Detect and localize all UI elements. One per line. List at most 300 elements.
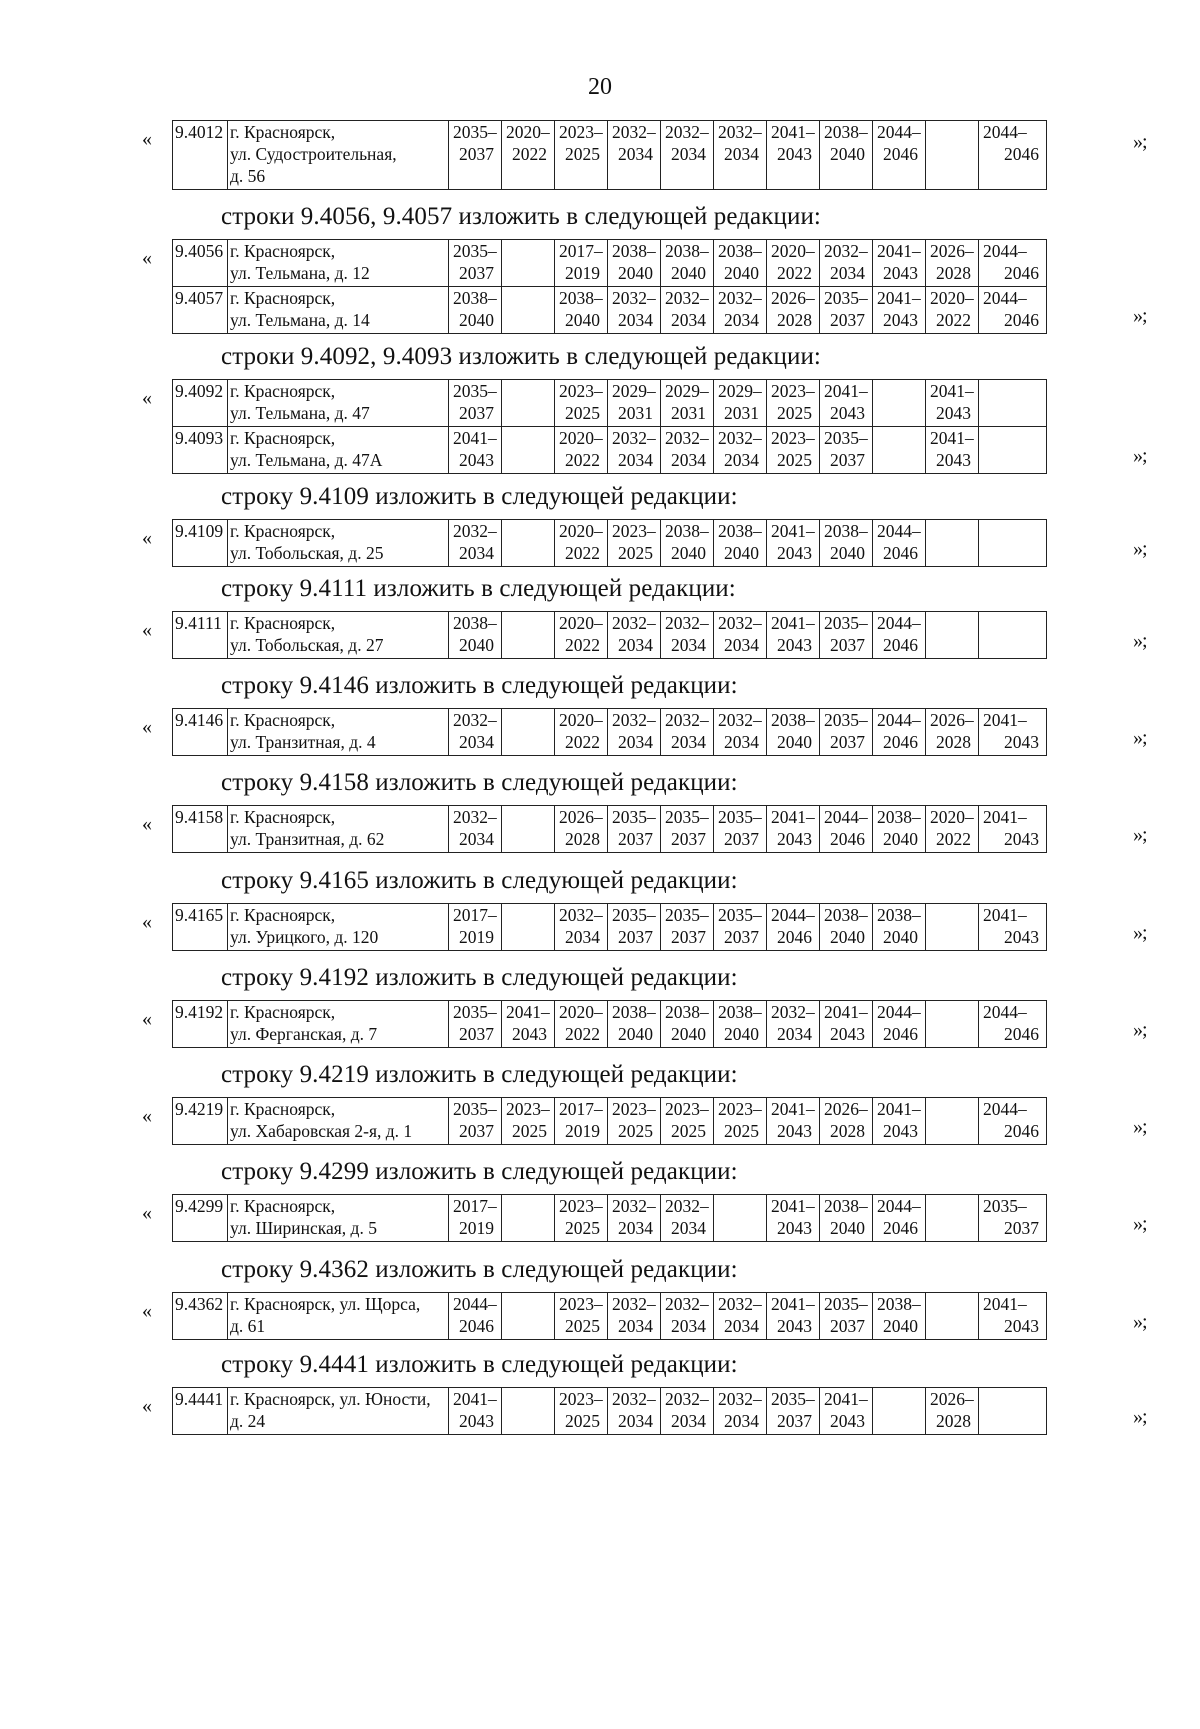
- year-range-cell: [502, 1098, 555, 1145]
- year-range-cell: [502, 806, 555, 853]
- year-range-cell: [555, 1001, 608, 1048]
- year-range-cell: [661, 427, 714, 474]
- year-end: 2043: [883, 263, 918, 283]
- year-start: 2023–: [559, 1294, 603, 1314]
- year-start: 2038–: [718, 241, 762, 261]
- year-end: 2022: [565, 543, 600, 563]
- year-start: 2023–: [559, 122, 603, 142]
- year-range-cell: [449, 1001, 502, 1048]
- closing-quote: »;: [1133, 131, 1147, 153]
- year-range-cell: [555, 1195, 608, 1242]
- address-cell: [228, 1098, 449, 1145]
- year-end: 2025: [724, 1121, 759, 1141]
- year-start: 2032–: [665, 1294, 709, 1314]
- year-end: 2034: [724, 635, 759, 655]
- table-row: [173, 709, 1047, 756]
- year-start: 2032–: [453, 710, 497, 730]
- year-end: 2034: [724, 732, 759, 752]
- year-range-cell: [449, 240, 502, 287]
- amendment-instruction: строку 9.4299 изложить в следующей редакции:: [221, 1158, 738, 1185]
- year-end: 2022: [565, 732, 600, 752]
- year-start: 2035–: [718, 807, 762, 827]
- year-range-cell: [608, 380, 661, 427]
- year-start: 2038–: [824, 905, 868, 925]
- year-end: 2043: [777, 1316, 812, 1336]
- year-range-cell: [926, 1388, 979, 1435]
- year-end: 2046: [1004, 144, 1039, 164]
- year-range-cell: [661, 380, 714, 427]
- year-range-cell: [555, 612, 608, 659]
- year-end: 2031: [618, 403, 653, 423]
- year-range-cell: [767, 1388, 820, 1435]
- year-start: 2032–: [718, 1294, 762, 1314]
- year-start: 2023–: [559, 1196, 603, 1216]
- amendment-instruction: строку 9.4219 изложить в следующей редакции:: [221, 1061, 738, 1088]
- year-range-cell: [873, 380, 926, 427]
- closing-quote: »;: [1133, 538, 1147, 560]
- year-range-cell: [661, 904, 714, 951]
- year-end: 2034: [565, 927, 600, 947]
- year-range-cell: [449, 1195, 502, 1242]
- closing-quote: »;: [1133, 1213, 1147, 1235]
- year-end: 2025: [565, 1316, 600, 1336]
- amendment-instruction: строку 9.4158 изложить в следующей редакции:: [221, 769, 738, 796]
- year-end: 2034: [671, 450, 706, 470]
- amendment-table: [172, 708, 1047, 756]
- year-range-cell: [820, 1195, 873, 1242]
- year-start: 2041–: [877, 1099, 921, 1119]
- address-cell: [228, 806, 449, 853]
- year-start: 2041–: [983, 1294, 1027, 1314]
- year-end: 2034: [724, 144, 759, 164]
- year-end: 2040: [618, 1024, 653, 1044]
- year-range-cell: [555, 709, 608, 756]
- year-start: 2044–: [877, 122, 921, 142]
- year-start: 2032–: [612, 613, 656, 633]
- year-start: 2038–: [718, 521, 762, 541]
- year-range-cell: [979, 121, 1047, 190]
- opening-quote: «: [142, 813, 152, 835]
- year-range-cell: [820, 612, 873, 659]
- year-end: 2028: [936, 1411, 971, 1431]
- year-start: 2035–: [824, 613, 868, 633]
- row-number: 9.4111: [173, 612, 228, 659]
- year-end: 2040: [459, 310, 494, 330]
- year-range-cell: [820, 427, 873, 474]
- year-start: 2032–: [453, 521, 497, 541]
- opening-quote: «: [142, 619, 152, 641]
- year-start: 2044–: [983, 122, 1027, 142]
- year-range-cell: [661, 612, 714, 659]
- address-line: ул. Судостроительная,: [230, 144, 397, 164]
- year-range-cell: [502, 1388, 555, 1435]
- year-range-cell: [926, 1001, 979, 1048]
- year-range-cell: [767, 1195, 820, 1242]
- year-start: 2044–: [983, 288, 1027, 308]
- year-end: 2037: [724, 927, 759, 947]
- closing-quote: »;: [1133, 922, 1147, 944]
- closing-quote: »;: [1133, 305, 1147, 327]
- year-start: 2032–: [718, 1389, 762, 1409]
- table-row: [173, 287, 1047, 334]
- year-range-cell: [449, 612, 502, 659]
- opening-quote: «: [142, 1300, 152, 1322]
- year-end: 2034: [671, 635, 706, 655]
- year-range-cell: [926, 709, 979, 756]
- year-start: 2032–: [665, 710, 709, 730]
- address-line: ул. Ферганская, д. 7: [230, 1024, 378, 1044]
- address-line: ул. Ширинская, д. 5: [230, 1218, 377, 1238]
- year-end: 2040: [459, 635, 494, 655]
- year-end: 2043: [777, 144, 812, 164]
- year-start: 2032–: [612, 1196, 656, 1216]
- table-row: [173, 1001, 1047, 1048]
- year-start: 2032–: [612, 1294, 656, 1314]
- year-range-cell: [661, 121, 714, 190]
- year-range-cell: [502, 1293, 555, 1340]
- year-range-cell: [661, 240, 714, 287]
- year-range-cell: [502, 240, 555, 287]
- year-start: 2038–: [665, 1002, 709, 1022]
- year-end: 2034: [459, 543, 494, 563]
- year-start: 2041–: [771, 122, 815, 142]
- year-start: 2023–: [559, 1389, 603, 1409]
- year-range-cell: [608, 1293, 661, 1340]
- year-end: 2037: [830, 732, 865, 752]
- year-start: 2038–: [877, 807, 921, 827]
- year-range-cell: [979, 806, 1047, 853]
- year-end: 2022: [565, 635, 600, 655]
- opening-quote: «: [142, 1105, 152, 1127]
- year-start: 2044–: [877, 613, 921, 633]
- year-range-cell: [820, 1098, 873, 1145]
- year-end: 2025: [777, 450, 812, 470]
- year-end: 2022: [565, 1024, 600, 1044]
- year-end: 2031: [671, 403, 706, 423]
- year-end: 2046: [459, 1316, 494, 1336]
- year-start: 2032–: [665, 428, 709, 448]
- opening-quote: «: [142, 1395, 152, 1417]
- year-range-cell: [608, 121, 661, 190]
- year-range-cell: [873, 1293, 926, 1340]
- year-range-cell: [926, 806, 979, 853]
- year-range-cell: [555, 380, 608, 427]
- year-start: 2032–: [559, 905, 603, 925]
- row-number: 9.4012: [173, 121, 228, 190]
- year-start: 2044–: [877, 521, 921, 541]
- year-range-cell: [767, 612, 820, 659]
- address-line: ул. Тельмана, д. 47: [230, 403, 370, 423]
- year-end: 2034: [671, 1218, 706, 1238]
- address-line: г. Красноярск,: [230, 807, 336, 827]
- year-end: 2037: [459, 144, 494, 164]
- year-start: 2026–: [930, 241, 974, 261]
- year-range-cell: [608, 1195, 661, 1242]
- year-end: 2046: [777, 927, 812, 947]
- year-range-cell: [873, 1388, 926, 1435]
- row-number: 9.4362: [173, 1293, 228, 1340]
- year-start: 2038–: [612, 241, 656, 261]
- year-end: 2022: [936, 829, 971, 849]
- year-end: 2019: [565, 1121, 600, 1141]
- year-start: 2035–: [824, 428, 868, 448]
- year-range-cell: [767, 380, 820, 427]
- amendment-instruction: строку 9.4109 изложить в следующей редакции:: [221, 483, 738, 510]
- address-line: г. Красноярск,: [230, 710, 336, 730]
- year-end: 2040: [883, 1316, 918, 1336]
- year-start: 2017–: [453, 1196, 497, 1216]
- year-end: 2043: [1004, 732, 1039, 752]
- year-start: 2023–: [559, 381, 603, 401]
- closing-quote: »;: [1133, 630, 1147, 652]
- year-range-cell: [926, 287, 979, 334]
- year-end: 2034: [618, 1411, 653, 1431]
- year-start: 2035–: [824, 1294, 868, 1314]
- year-end: 2037: [459, 1024, 494, 1044]
- year-range-cell: [714, 427, 767, 474]
- address-line: ул. Урицкого, д. 120: [230, 927, 379, 947]
- year-range-cell: [449, 1098, 502, 1145]
- year-range-cell: [979, 612, 1047, 659]
- year-range-cell: [926, 1293, 979, 1340]
- row-number: 9.4441: [173, 1388, 228, 1435]
- year-range-cell: [608, 806, 661, 853]
- year-end: 2025: [618, 1121, 653, 1141]
- year-range-cell: [714, 1098, 767, 1145]
- year-end: 2034: [618, 635, 653, 655]
- year-start: 2032–: [718, 428, 762, 448]
- table-row: [173, 121, 1047, 190]
- year-range-cell: [767, 427, 820, 474]
- year-start: 2020–: [559, 710, 603, 730]
- year-range-cell: [661, 287, 714, 334]
- year-range-cell: [873, 287, 926, 334]
- year-start: 2023–: [718, 1099, 762, 1119]
- year-range-cell: [820, 806, 873, 853]
- address-line: ул. Тельмана, д. 14: [230, 310, 370, 330]
- year-start: 2023–: [612, 1099, 656, 1119]
- year-end: 2043: [1004, 829, 1039, 849]
- year-start: 2035–: [983, 1196, 1027, 1216]
- year-range-cell: [979, 1098, 1047, 1145]
- year-end: 2040: [671, 543, 706, 563]
- year-range-cell: [714, 380, 767, 427]
- year-start: 2038–: [612, 1002, 656, 1022]
- year-end: 2046: [883, 1218, 918, 1238]
- year-start: 2038–: [824, 1196, 868, 1216]
- table-row: [173, 612, 1047, 659]
- year-range-cell: [608, 520, 661, 567]
- year-range-cell: [449, 904, 502, 951]
- address-line: г. Красноярск,: [230, 241, 336, 261]
- amendment-table: [172, 120, 1047, 190]
- year-start: 2023–: [612, 521, 656, 541]
- year-end: 2046: [830, 829, 865, 849]
- year-range-cell: [502, 520, 555, 567]
- year-end: 2025: [777, 403, 812, 423]
- year-range-cell: [873, 1001, 926, 1048]
- year-range-cell: [661, 709, 714, 756]
- year-range-cell: [820, 904, 873, 951]
- year-end: 2019: [565, 263, 600, 283]
- year-start: 2041–: [453, 1389, 497, 1409]
- year-range-cell: [767, 520, 820, 567]
- year-range-cell: [767, 240, 820, 287]
- year-range-cell: [926, 240, 979, 287]
- year-start: 2026–: [930, 1389, 974, 1409]
- year-range-cell: [661, 1293, 714, 1340]
- opening-quote: «: [142, 527, 152, 549]
- address-cell: [228, 1293, 449, 1340]
- year-end: 2037: [459, 263, 494, 283]
- year-end: 2034: [777, 1024, 812, 1044]
- year-end: 2034: [618, 310, 653, 330]
- year-end: 2025: [565, 1218, 600, 1238]
- year-start: 2020–: [506, 122, 550, 142]
- year-start: 2032–: [665, 613, 709, 633]
- year-end: 2034: [724, 1411, 759, 1431]
- address-cell: [228, 1388, 449, 1435]
- year-range-cell: [714, 1195, 767, 1242]
- year-start: 2041–: [771, 613, 815, 633]
- year-start: 2038–: [771, 710, 815, 730]
- year-range-cell: [714, 121, 767, 190]
- year-end: 2046: [883, 543, 918, 563]
- year-start: 2035–: [771, 1389, 815, 1409]
- year-end: 2037: [459, 1121, 494, 1141]
- year-range-cell: [608, 240, 661, 287]
- year-range-cell: [502, 287, 555, 334]
- year-start: 2032–: [665, 122, 709, 142]
- year-start: 2023–: [771, 428, 815, 448]
- year-end: 2040: [830, 927, 865, 947]
- year-end: 2034: [724, 450, 759, 470]
- year-range-cell: [661, 520, 714, 567]
- year-start: 2029–: [612, 381, 656, 401]
- year-range-cell: [608, 427, 661, 474]
- year-start: 2041–: [983, 905, 1027, 925]
- year-range-cell: [608, 1098, 661, 1145]
- year-start: 2032–: [665, 288, 709, 308]
- address-cell: [228, 287, 449, 334]
- year-range-cell: [502, 1195, 555, 1242]
- year-start: 2035–: [612, 905, 656, 925]
- year-end: 2043: [512, 1024, 547, 1044]
- year-range-cell: [873, 806, 926, 853]
- year-end: 2040: [830, 1218, 865, 1238]
- year-start: 2038–: [453, 613, 497, 633]
- address-line: г. Красноярск,: [230, 381, 336, 401]
- year-range-cell: [555, 121, 608, 190]
- year-start: 2017–: [453, 905, 497, 925]
- address-cell: [228, 121, 449, 190]
- amendment-table: [172, 611, 1047, 659]
- address-line: г. Красноярск,: [230, 1002, 336, 1022]
- address-line: д. 24: [230, 1411, 266, 1431]
- year-start: 2020–: [559, 613, 603, 633]
- year-end: 2040: [883, 927, 918, 947]
- amendment-table: [172, 1097, 1047, 1145]
- year-start: 2032–: [612, 710, 656, 730]
- address-line: ул. Транзитная, д. 62: [230, 829, 385, 849]
- year-end: 2040: [724, 543, 759, 563]
- year-range-cell: [502, 904, 555, 951]
- year-end: 2034: [671, 310, 706, 330]
- year-end: 2034: [671, 1411, 706, 1431]
- year-start: 2026–: [824, 1099, 868, 1119]
- year-range-cell: [767, 709, 820, 756]
- table-row: [173, 1388, 1047, 1435]
- year-end: 2037: [777, 1411, 812, 1431]
- table-row: [173, 240, 1047, 287]
- year-range-cell: [820, 1293, 873, 1340]
- year-range-cell: [502, 612, 555, 659]
- year-start: 2044–: [877, 710, 921, 730]
- year-end: 2043: [1004, 1316, 1039, 1336]
- year-range-cell: [555, 427, 608, 474]
- amendment-table: [172, 903, 1047, 951]
- year-range-cell: [979, 904, 1047, 951]
- row-number: 9.4158: [173, 806, 228, 853]
- year-end: 2043: [936, 450, 971, 470]
- amendment-table: [172, 1387, 1047, 1435]
- address-line: г. Красноярск, ул. Щорса,: [230, 1294, 421, 1314]
- opening-quote: «: [142, 387, 152, 409]
- row-number: 9.4057: [173, 287, 228, 334]
- year-range-cell: [449, 806, 502, 853]
- address-cell: [228, 380, 449, 427]
- closing-quote: »;: [1133, 824, 1147, 846]
- year-end: 2040: [671, 1024, 706, 1044]
- address-cell: [228, 520, 449, 567]
- year-end: 2043: [459, 1411, 494, 1431]
- year-range-cell: [926, 520, 979, 567]
- year-start: 2035–: [824, 288, 868, 308]
- year-range-cell: [979, 287, 1047, 334]
- year-range-cell: [555, 1293, 608, 1340]
- year-end: 2025: [565, 1411, 600, 1431]
- address-cell: [228, 240, 449, 287]
- year-range-cell: [820, 520, 873, 567]
- year-start: 2032–: [718, 613, 762, 633]
- year-end: 2040: [724, 263, 759, 283]
- year-end: 2040: [565, 310, 600, 330]
- year-start: 2023–: [665, 1099, 709, 1119]
- year-end: 2043: [459, 450, 494, 470]
- amendment-instruction: строку 9.4165 изложить в следующей редакции:: [221, 867, 738, 894]
- year-range-cell: [714, 1293, 767, 1340]
- year-start: 2038–: [665, 521, 709, 541]
- row-number: 9.4219: [173, 1098, 228, 1145]
- year-end: 2043: [883, 1121, 918, 1141]
- year-range-cell: [873, 1195, 926, 1242]
- year-start: 2032–: [718, 288, 762, 308]
- year-end: 2034: [459, 829, 494, 849]
- year-end: 2046: [883, 635, 918, 655]
- year-range-cell: [926, 1098, 979, 1145]
- year-end: 2028: [565, 829, 600, 849]
- year-range-cell: [555, 287, 608, 334]
- year-range-cell: [767, 806, 820, 853]
- opening-quote: «: [142, 911, 152, 933]
- year-start: 2044–: [877, 1196, 921, 1216]
- address-line: ул. Хабаровская 2-я, д. 1: [230, 1121, 413, 1141]
- year-range-cell: [714, 1388, 767, 1435]
- row-number: 9.4056: [173, 240, 228, 287]
- table-row: [173, 380, 1047, 427]
- year-end: 2025: [565, 403, 600, 423]
- year-start: 2032–: [665, 1389, 709, 1409]
